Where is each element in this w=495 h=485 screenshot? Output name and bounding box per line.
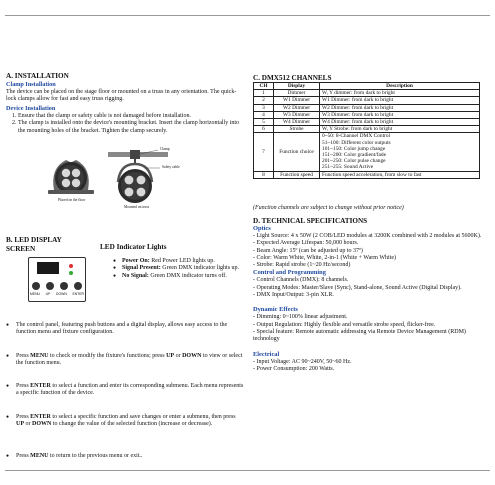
dynamic-item: - Dimming: 0~100% linear adjustment.: [253, 314, 348, 321]
column-header-ch: CH: [254, 83, 274, 90]
enter-button[interactable]: [74, 282, 82, 290]
description-line: W2 Dimmer: from dark to bright: [322, 104, 394, 111]
cell-ch: 8: [254, 171, 274, 178]
led-display-screen: [37, 262, 59, 274]
menu-button-label: MENU: [30, 292, 40, 296]
function-note: (Function channels are subject to change without prior notice): [253, 205, 404, 211]
cell-description: [320, 104, 480, 111]
dmx-channels-header: C. DMX512 CHANNELS: [253, 74, 332, 82]
figure-label-truss: Mounted on truss: [124, 205, 150, 209]
cell-ch: 3: [254, 104, 274, 111]
clamp-installation-text: The device can be placed on the stage floor or mounted on a truss in any orientation. The quick-lock clamps allow for fast and easy truss rigging.: [6, 89, 237, 103]
cell-display: W2 Dimmer: [274, 104, 320, 111]
cell-description: [320, 97, 480, 104]
description-line: Function speed acceleration, from slow to fast: [322, 171, 422, 178]
device-step: 2. The clamp is installed onto the device's mounting bracket. Insert the clamp horizontally into the mounting holes of the bracket. Tighten the clamp securely.: [18, 120, 246, 135]
electrical-item: - Power Consumption: 200 Watts.: [253, 365, 335, 372]
led-indicator-header: LED Indicator Lights: [100, 243, 167, 251]
table-row: [254, 133, 480, 171]
menu-instruction: ● Press MENU to check or modify the fixture's functions; press UP or DOWN to view or select the function menu.: [6, 353, 244, 368]
fixture-on-truss-image: [108, 150, 168, 203]
description-line: W, Y dimmer: from dark to bright: [322, 90, 395, 97]
indicator-item: ● Power On: Red Power LED lights up.: [122, 258, 244, 265]
cell-display: Function choice: [274, 133, 320, 171]
control-programming-subheader: Control and Programming: [253, 269, 326, 277]
technical-specifications-header: D. TECHNICAL SPECIFICATIONS: [253, 217, 368, 225]
dynamic-item: - Output Regulation: Highly flexible and versatile strobe speed, flicker-free.: [253, 321, 436, 328]
menu-button[interactable]: [32, 282, 40, 290]
description-line: W3 Dimmer: from dark to bright: [322, 111, 394, 118]
cell-description: [320, 126, 480, 133]
led-display-panel: [28, 257, 86, 302]
description-line: W1 Dimmer: from dark to bright: [322, 97, 394, 104]
bottom-rule: [5, 470, 490, 471]
description-line: 0~50: 8-Channel DMX Control: [322, 133, 391, 140]
device-step: 1. Ensure that the clamp or safety cable is not damaged before installation.: [18, 113, 246, 120]
cell-ch: 1: [254, 90, 274, 97]
description-line: W4 Dimmer: from dark to bright: [322, 119, 394, 126]
cell-ch: 2: [254, 97, 274, 104]
table-row: [254, 111, 480, 118]
menu-return-instruction: ● Press MENU to return to the previous menu or exit..: [6, 453, 244, 460]
enter-button-label: ENTER: [72, 292, 84, 296]
down-button[interactable]: [60, 282, 68, 290]
cell-ch: 5: [254, 119, 274, 126]
cell-description: [320, 119, 480, 126]
cell-ch: 7: [254, 133, 274, 171]
top-rule: [5, 15, 490, 16]
led-indicator-list: [112, 258, 244, 280]
device-installation-subheader: Device Installation: [6, 105, 56, 112]
clamp-installation-subheader: Clamp Installation: [6, 81, 56, 88]
figure-label-clamp: Clamp: [160, 147, 170, 151]
description-line: 201~250: Color pulse change: [322, 158, 386, 165]
up-button-label: UP: [45, 292, 51, 296]
dynamic-item: - Special feature: Remote automatic addressing via Remote Device Management (RDM) technology: [253, 328, 466, 343]
control-item: - Operating Modes: Master/Slave (Sync), Stand-alone, Sound Active (Digital Display).: [253, 284, 462, 291]
installation-header: A. INSTALLATION: [6, 72, 69, 80]
cell-display: W3 Dimmer: [274, 111, 320, 118]
cell-display: Function speed: [274, 171, 320, 178]
cell-display: W1 Dimmer: [274, 97, 320, 104]
optics-item: - Strobe: Rapid strobe (1~20 Hz/second): [253, 262, 351, 269]
electrical-subheader: Electrical: [253, 350, 280, 358]
control-panel-text: ● The control panel, featuring push buttons and a digital display, allows easy access to the function menu and fixture configuration.: [6, 322, 244, 337]
up-button[interactable]: [46, 282, 54, 290]
cell-description: [320, 111, 480, 118]
spec-sections: [253, 225, 488, 373]
description-line: 151~200: Color gradient/fade: [322, 152, 386, 159]
description-line: 101~150: Color jump change: [322, 145, 386, 152]
panel-buttons: [32, 282, 82, 290]
electrical-item: - Input Voltage: AC 90~240V, 50~60 Hz.: [253, 358, 352, 365]
dynamic-effects-subheader: Dynamic Effects: [253, 306, 298, 314]
device-installation-steps: [6, 113, 246, 135]
figure-label-floor: Placed on the floor: [58, 198, 86, 202]
cell-display: Strobe: [274, 126, 320, 133]
column-header-description: Description: [320, 83, 480, 90]
enter-instruction-2: ● Press ENTER to select a specific function and save changes or enter a submenu, then press UP or DOWN to change the value of the selected function (increase or decrease).: [6, 414, 244, 429]
optics-item: - Color: Warm White, White, 2-in-1 (White + Warm White): [253, 254, 396, 261]
indicator-item: ● No Signal: Green DMX indicator turns off.: [122, 273, 244, 280]
fixture-on-floor-image: [48, 160, 94, 194]
cell-ch: 4: [254, 111, 274, 118]
enter-instruction-1: ● Press ENTER to select a function and enter its corresponding submenu. Each menu represents a specific function of the device.: [6, 383, 244, 398]
control-item: - Control Channels (DMX): 8 channels.: [253, 277, 349, 284]
cell-display: W4 Dimmer: [274, 119, 320, 126]
table-row: [254, 171, 480, 178]
panel-button-labels: [30, 292, 84, 296]
dmx-channel-table: [253, 82, 480, 179]
table-row: [254, 90, 480, 97]
optics-subheader: Optics: [253, 225, 271, 232]
power-indicator-led: [69, 264, 73, 268]
table-row: [254, 119, 480, 126]
cell-display: Dimmer: [274, 90, 320, 97]
description-line: 251~255: Sound Active: [322, 164, 374, 171]
down-button-label: DOWN: [56, 292, 67, 296]
cell-ch: 6: [254, 126, 274, 133]
dmx-indicator-led: [69, 271, 73, 275]
optics-item: - Beam Angle: 15º (can be adjusted up to 37º): [253, 247, 363, 254]
indicator-item: ● Signal Present: Green DMX indicator lights up.: [122, 265, 244, 272]
figure-label-safety-cable: Safety cable: [162, 165, 180, 169]
table-row: [254, 126, 480, 133]
control-item: - DMX Input/Output: 3-pin XLR.: [253, 292, 334, 299]
table-header-row: [254, 83, 480, 90]
cell-description: [320, 171, 480, 178]
description-line: W, Y Strobe: from dark to bright: [322, 126, 393, 133]
table-row: [254, 97, 480, 104]
description-line: 51~100: Different color outputs: [322, 139, 391, 146]
cell-description: [320, 133, 480, 171]
column-header-display: Display: [274, 83, 320, 90]
led-display-header: B. LED DISPLAY SCREEN: [6, 236, 62, 253]
cell-description: [320, 90, 480, 97]
table-row: [254, 104, 480, 111]
optics-item: - Expected Average Lifespan: 50,000 hours.: [253, 240, 359, 247]
optics-item: - Light Source: 4 x 50W (2 COB/LED modules at 3200K combined with 2 modules at 5600K).: [253, 233, 482, 239]
